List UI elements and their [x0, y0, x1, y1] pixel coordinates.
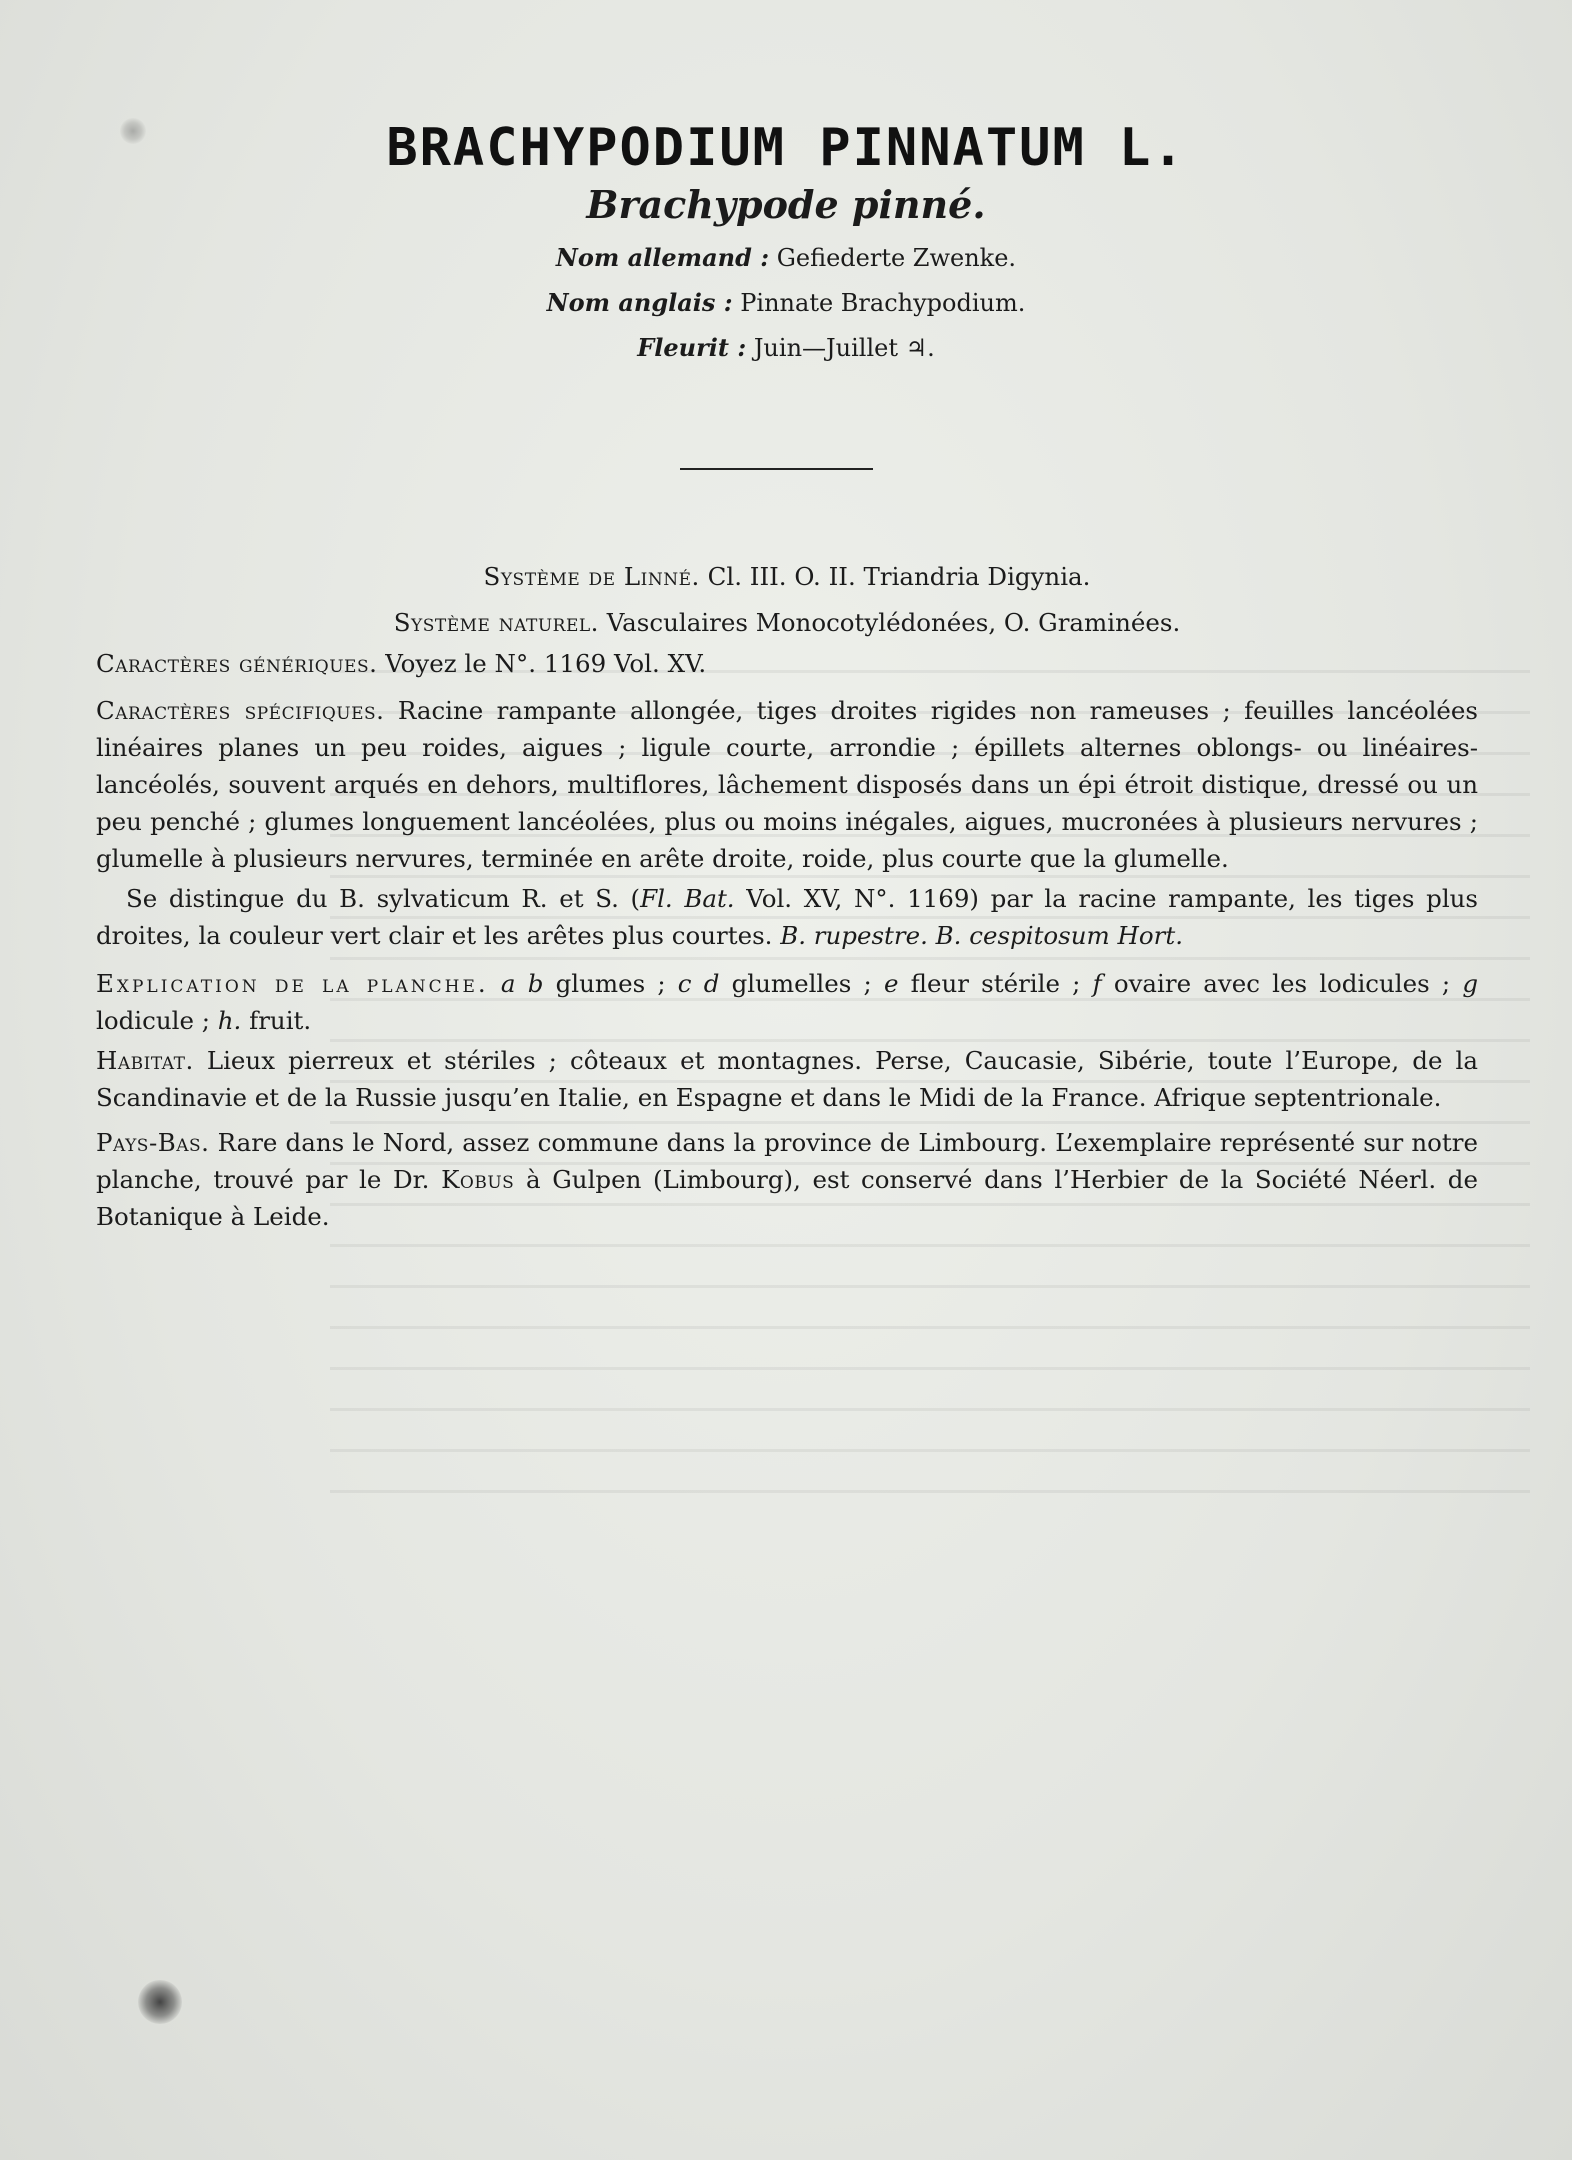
- ink-spot: [138, 1980, 182, 2024]
- page-subtitle: Brachypode pinné.: [586, 182, 986, 227]
- caracteres-generiques: [96, 645, 1478, 682]
- fig-f: f: [1092, 969, 1102, 998]
- synonyms: B. rupestre. B. cespitosum Hort.: [780, 921, 1183, 950]
- fig-h: h.: [217, 1006, 242, 1035]
- fig-glumes: glumes ;: [543, 969, 678, 998]
- fleurit-label: Fleurit :: [637, 333, 747, 362]
- nom-allemand-value: Gefiederte Zwenke.: [776, 244, 1017, 272]
- explication-label: Explication de la planche.: [96, 969, 489, 998]
- distinction-text-start: Se distingue du B. sylvaticum R. et S. (: [126, 884, 641, 913]
- systeme-naturel-label: Système naturel.: [393, 608, 599, 637]
- fig-glumelles: glumelles ;: [719, 969, 884, 998]
- pays-bas-text-end: à Gulpen (Limbourg), est conservé dans l’Herbier de la Société Néerl. de Botanique à Leide.: [96, 1165, 1478, 1231]
- divider-rule: [680, 468, 873, 470]
- caracteres-generiques-text: Voyez le N°. 1169 Vol. XV.: [385, 649, 707, 678]
- systeme-linne-label: Système de Linné.: [483, 562, 700, 591]
- fig-fleur: fleur stérile ;: [898, 969, 1093, 998]
- page-title: BRACHYPODIUM PINNATUM L.: [386, 118, 1186, 178]
- systeme-linne: [96, 558, 1478, 595]
- habitat-paragraph: [96, 1042, 1478, 1116]
- habitat-label: Habitat.: [96, 1046, 194, 1075]
- nom-allemand: [0, 243, 1572, 272]
- systeme-naturel: [96, 604, 1478, 641]
- explication-paragraph: [96, 965, 1478, 1039]
- pays-bas-paragraph: [96, 1124, 1478, 1235]
- systeme-linne-text: Cl. III. O. II. Triandria Digynia.: [707, 562, 1091, 591]
- caracteres-specifiques: [96, 692, 1478, 877]
- fig-c-d: c d: [677, 969, 720, 998]
- pays-bas-label: Pays-Bas.: [96, 1128, 210, 1157]
- nom-allemand-label: Nom allemand :: [555, 243, 770, 272]
- nom-anglais: [0, 288, 1572, 317]
- fig-a-b: a b: [500, 969, 544, 998]
- distinction-paragraph: [96, 880, 1478, 954]
- fleurit: [0, 333, 1572, 362]
- flbat-ref: Fl. Bat.: [640, 884, 735, 913]
- fig-e: e: [883, 969, 899, 998]
- fleurit-value: Juin—Juillet ♃.: [753, 334, 935, 362]
- caracteres-generiques-label: Caractères génériques.: [96, 649, 378, 678]
- nom-anglais-label: Nom anglais :: [546, 288, 733, 317]
- systeme-naturel-text: Vasculaires Monocotylédonées, O. Graminées.: [606, 608, 1181, 637]
- nom-anglais-value: Pinnate Brachypodium.: [740, 289, 1026, 317]
- habitat-text: Lieux pierreux et stériles ; côteaux et montagnes. Perse, Caucasie, Sibérie, toute l’Europe, de la Scandinavie et de la Russie jusqu’en Italie, en Espagne et dans le Midi de la France. Afrique septentrionale.: [96, 1046, 1478, 1112]
- kobus-name: Kobus: [441, 1165, 515, 1194]
- fig-g: g: [1462, 969, 1479, 998]
- distinction-text-mid: Vol. XV, N°. 1169) par la racine rampante, les tiges plus droites, la couleur vert clair et les arêtes plus courtes.: [96, 884, 1479, 950]
- fig-ovaire: ovaire avec les lodicules ;: [1101, 969, 1463, 998]
- caracteres-specifiques-text: Racine rampante allongée, tiges droites rigides non rameuses ; feuilles lancéolées linéaires planes un peu roides, aigues ; ligule courte, arrondie ; épillets alternes oblongs- ou linéaires-lancéolés, souvent arqués en dehors, multiflores, lâchement disposés dans un épi étroit distique, dressé ou un peu penché ; glumes longuement lancéolées, plus ou moins inégales, aigues, mucronées à plusieurs nervures ; glumelle à plusieurs nervures, terminée en arête droite, roide, plus courte que la glumelle.: [96, 696, 1479, 873]
- fig-fruit: fruit.: [241, 1006, 312, 1035]
- pays-bas-text-start: Rare dans le Nord, assez commune dans la province de Limbourg. L’exemplaire représenté sur notre planche, trouvé par le Dr.: [96, 1128, 1478, 1194]
- fig-lodicule: lodicule ;: [96, 1006, 218, 1035]
- caracteres-specifiques-label: Caractères spécifiques.: [96, 696, 385, 725]
